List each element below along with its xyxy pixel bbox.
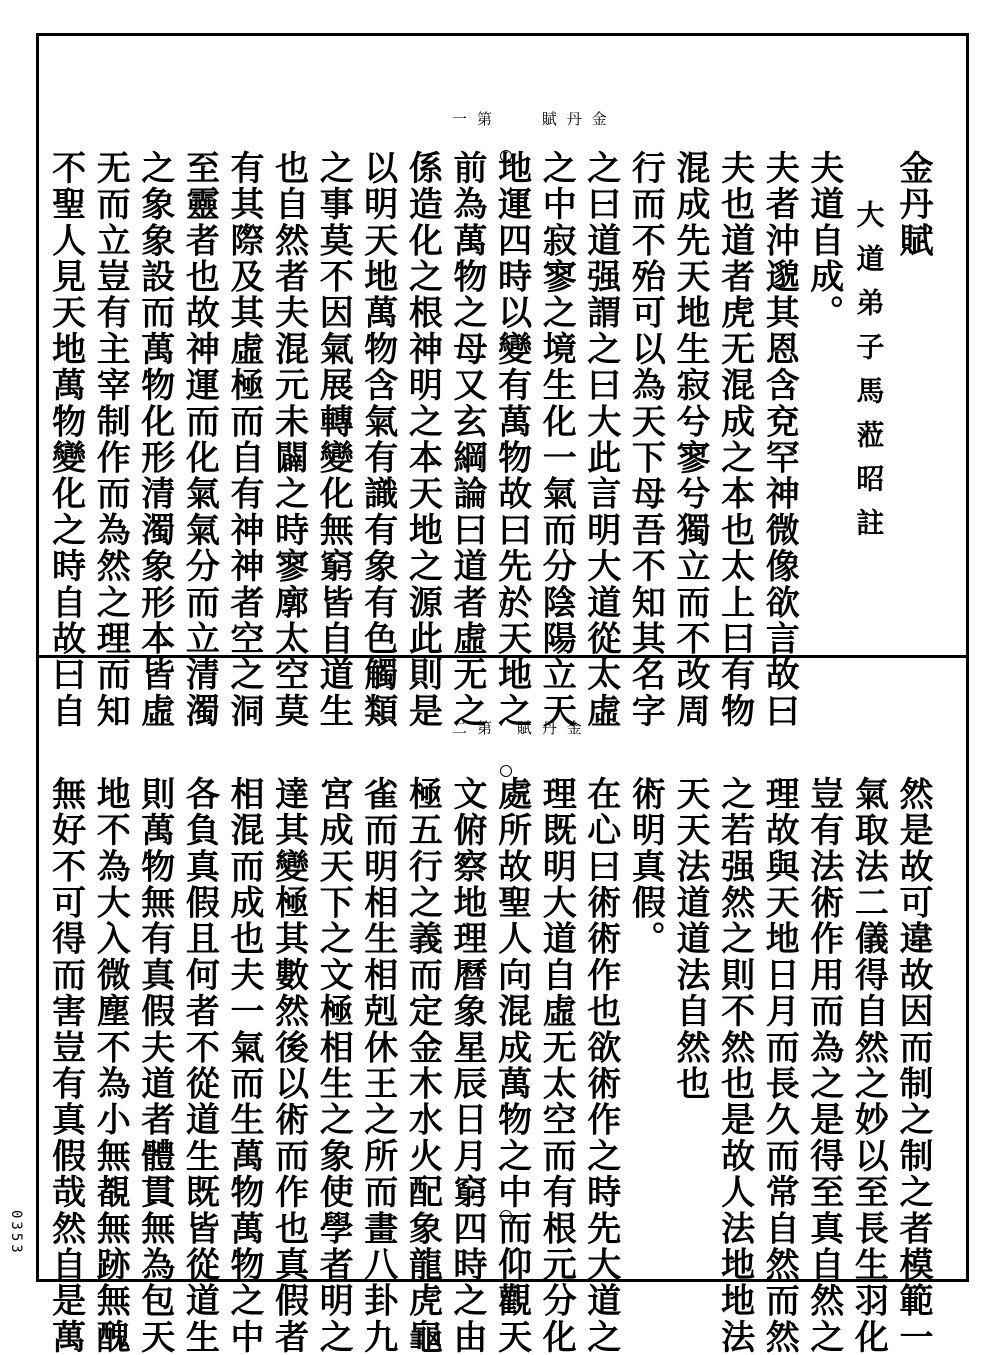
- text-column: 前為萬物之母又玄綱論曰道者虛无之: [447, 150, 487, 730]
- text-column: 在心曰術術作也欲術作之時先大道之: [580, 776, 621, 1355]
- text-column: 處所故聖人向混成萬物之中而仰觀天: [491, 776, 532, 1355]
- text-column: 地不為大入微塵不為小無覩無跡無醜: [90, 776, 131, 1355]
- text-column: 以明天地萬物含氣有識有象有色觸類: [357, 150, 398, 730]
- bottom-header: 二第 賦丹金: [452, 719, 592, 737]
- text-column: 極五行之義而定金木水火配象龍虎龜: [402, 776, 443, 1355]
- text-column: 豈有法術作用而為之是得至真自然之: [803, 776, 844, 1355]
- page-number: 0353: [8, 1210, 24, 1256]
- text-column: 无而立豈有主宰制作而為然之理而知: [90, 150, 131, 730]
- text-column: 至靈者也故神運而化氣氣分而立清濁: [179, 150, 220, 730]
- text-column: 地運四時以變有萬物故曰先於天地之: [491, 150, 532, 730]
- text-column: 然是故可違故因而制之制之者模範一: [893, 776, 933, 1355]
- text-column: 之曰道强謂之曰大此言明大道從太虛: [580, 150, 621, 730]
- text-column: 金丹賦: [893, 150, 933, 259]
- text-column: 文俯察地理曆象星辰日月窮四時之由: [447, 776, 487, 1355]
- text-column: 夫者沖邈其恩含兗罕神微像欲言故曰: [759, 150, 800, 730]
- text-column: 也自然者夫混元未闢之時寥廓太空莫: [268, 150, 309, 730]
- text-column: 宮成天下之文極相生之象使學者明之: [313, 776, 354, 1355]
- text-column: 不聖人見天地萬物變化之時自故曰自: [45, 150, 86, 730]
- text-column: 各負真假且何者不從道生既皆從道生: [179, 776, 220, 1355]
- text-column: 則萬物無有真假夫道者體貫無為包天: [134, 776, 175, 1355]
- text-column: 混成先天地生寂兮寥兮獨立而不改周: [670, 150, 710, 730]
- text-column: 夫道自成。: [803, 150, 844, 331]
- text-column: 理故與天地日月而長久而常自然而然: [759, 776, 800, 1355]
- text-column: 之象象設而萬物化形清濁象形本皆虛: [134, 150, 175, 730]
- text-column: 大道弟子馬蒞昭註: [852, 200, 886, 552]
- text-column: 行而不殆可以為天下母吾不知其名字: [625, 150, 666, 730]
- text-column: 達其變極其數然後以術而作也真假者: [268, 776, 309, 1355]
- text-column: 天天法道道法自然也: [670, 776, 710, 1102]
- text-column: 之若强然之則不然也是故人法地地法: [714, 776, 755, 1355]
- text-column: 之中寂寥之境生化一氣而分陰陽立天: [536, 150, 577, 730]
- text-column: 夫也道者虎无混成之本也太上曰有物: [714, 150, 755, 730]
- text-column: 雀而明相生相剋休王之所而畫八卦九: [357, 776, 398, 1355]
- text-column: 氣取法二儀得自然之妙以至長生羽化: [848, 776, 889, 1355]
- text-column: 理既明大道自虛无太空而有根元分化: [536, 776, 577, 1355]
- text-column: 有其際及其虛極而自有神神者空之洞: [224, 150, 264, 730]
- text-column: 無好不可得而害豈有真假哉然自是萬: [45, 776, 86, 1355]
- text-column: 係造化之根神明之本天地之源此則是: [402, 150, 443, 730]
- text-column: 相混而成也夫一氣而生萬物萬物之中: [224, 776, 264, 1355]
- text-column: 術明真假。: [625, 776, 666, 957]
- top-header: 一第 賦丹金: [452, 110, 617, 128]
- text-column: 之事莫不因氣展轉變化無窮皆自道生: [313, 150, 354, 730]
